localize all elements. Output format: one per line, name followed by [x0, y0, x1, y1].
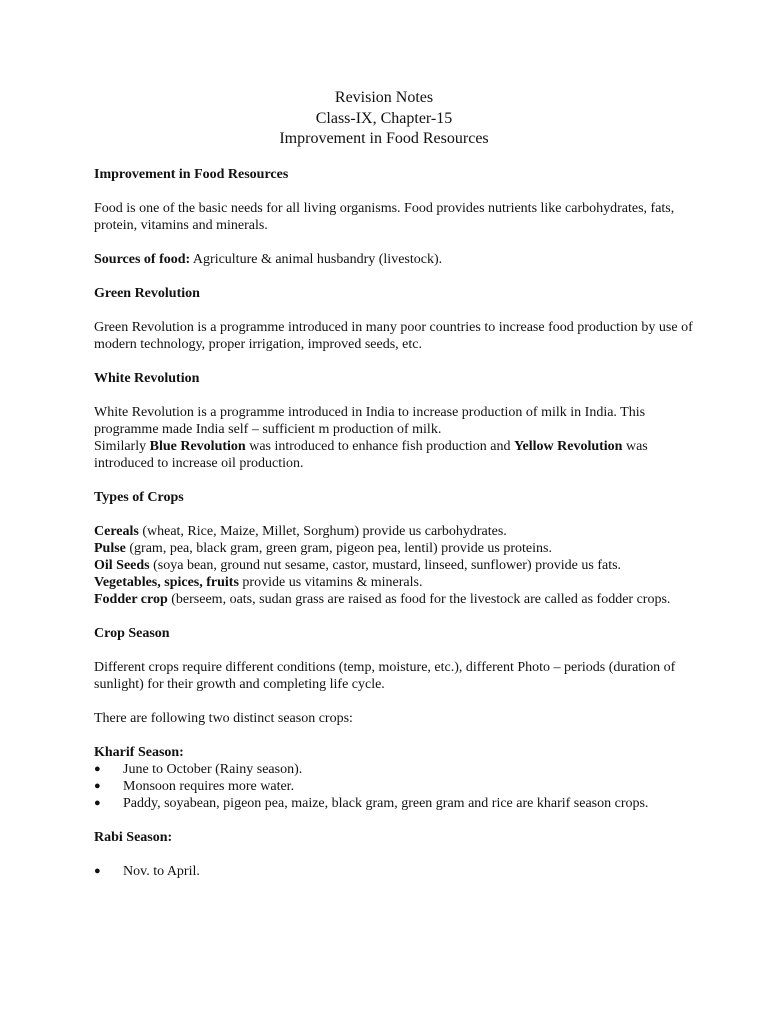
title-line-3: Improvement in Food Resources: [279, 130, 489, 147]
title-line-1: Revision Notes: [334, 89, 434, 106]
vegetables-text: provide us vitamins & minerals.: [238, 575, 423, 590]
similarly-text-1: Similarly: [94, 439, 150, 454]
title-line-2: Class-IX, Chapter-15: [315, 109, 453, 127]
list-item-text: June to October (Rainy season).: [123, 762, 303, 777]
crop-cereals: [94, 523, 694, 540]
list-item-text: Paddy, soyabean, pigeon pea, maize, black gram, green gram and rice are kharif season crops.: [123, 796, 649, 811]
bullet-icon: ●: [94, 780, 101, 792]
list-item: [94, 778, 694, 795]
pulse-text: (gram, pea, black gram, green gram, pigeon pea, lentil) provide us proteins.: [125, 541, 552, 556]
heading-types-of-crops: Types of Crops: [94, 490, 184, 505]
paragraph-white-revolution: White Revolution is a programme introduced in India to increase production of milk in India. This programme made India self – sufficient m production of milk.: [94, 405, 646, 437]
fodder-label: Fodder crop: [94, 592, 168, 607]
crop-pulse: [94, 540, 694, 557]
heading-crop-season: Crop Season: [94, 626, 170, 641]
pulse-label: Pulse: [94, 541, 126, 556]
paragraph-distinct-seasons: There are following two distinct season crops:: [94, 711, 353, 726]
paragraph-food-intro: Food is one of the basic needs for all living organisms. Food provides nutrients like carbohydrates, fats, protein, vitamins and minerals.: [94, 201, 675, 233]
paragraph-green-revolution: Green Revolution is a programme introduced in many poor countries to increase food production by use of modern technology, proper irrigation, improved seeds, etc.: [94, 320, 693, 352]
sources-label: Sources of food:: [94, 252, 191, 267]
similarly-text-3: was introduced to increase oil production.: [94, 439, 648, 471]
heading-rabi-season: Rabi Season:: [94, 830, 173, 845]
yellow-revolution-label: Yellow Revolution: [513, 439, 623, 454]
document-body: [94, 166, 694, 880]
vegetables-label: Vegetables, spices, fruits: [94, 575, 239, 590]
heading-green-revolution: Green Revolution: [94, 286, 200, 301]
kharif-list: [94, 761, 694, 812]
similarly-text-2: was introduced to enhance fish production and: [245, 439, 514, 454]
sources-text: Agriculture & animal husbandry (livestock).: [190, 252, 443, 267]
list-item-text: Monsoon requires more water.: [123, 779, 295, 794]
blue-revolution-label: Blue Revolution: [149, 439, 246, 454]
list-item: [94, 761, 694, 778]
heading-white-revolution: White Revolution: [94, 371, 200, 386]
paragraph-blue-yellow: [94, 438, 694, 472]
cereals-text: (wheat, Rice, Maize, Millet, Sorghum) provide us carbohydrates.: [138, 524, 507, 539]
oil-seeds-label: Oil Seeds: [94, 558, 150, 573]
oil-seeds-text: (soya bean, ground nut sesame, castor, mustard, linseed, sunflower) provide us fats.: [149, 558, 622, 573]
fodder-text: (berseem, oats, sudan grass are raised as food for the livestock are called as fodder crops.: [167, 592, 671, 607]
paragraph-crop-season: Different crops require different conditions (temp, moisture, etc.), different Photo – periods (duration of sunlight) for their growth and completing life cycle.: [94, 660, 676, 692]
list-item-text: Nov. to April.: [123, 864, 200, 879]
bullet-icon: ●: [94, 763, 101, 775]
bullet-icon: ●: [94, 865, 101, 877]
heading-improvement: Improvement in Food Resources: [94, 167, 289, 182]
paragraph-sources: [94, 251, 694, 268]
heading-kharif-season: Kharif Season:: [94, 745, 184, 760]
crop-fodder: [94, 591, 694, 608]
title-block: [0, 88, 768, 150]
rabi-list: [94, 863, 694, 880]
crop-oil-seeds: [94, 557, 694, 574]
cereals-label: Cereals: [94, 524, 139, 539]
crop-vegetables: [94, 574, 694, 591]
list-item: [94, 795, 694, 812]
list-item: [94, 863, 694, 880]
bullet-icon: ●: [94, 797, 101, 809]
